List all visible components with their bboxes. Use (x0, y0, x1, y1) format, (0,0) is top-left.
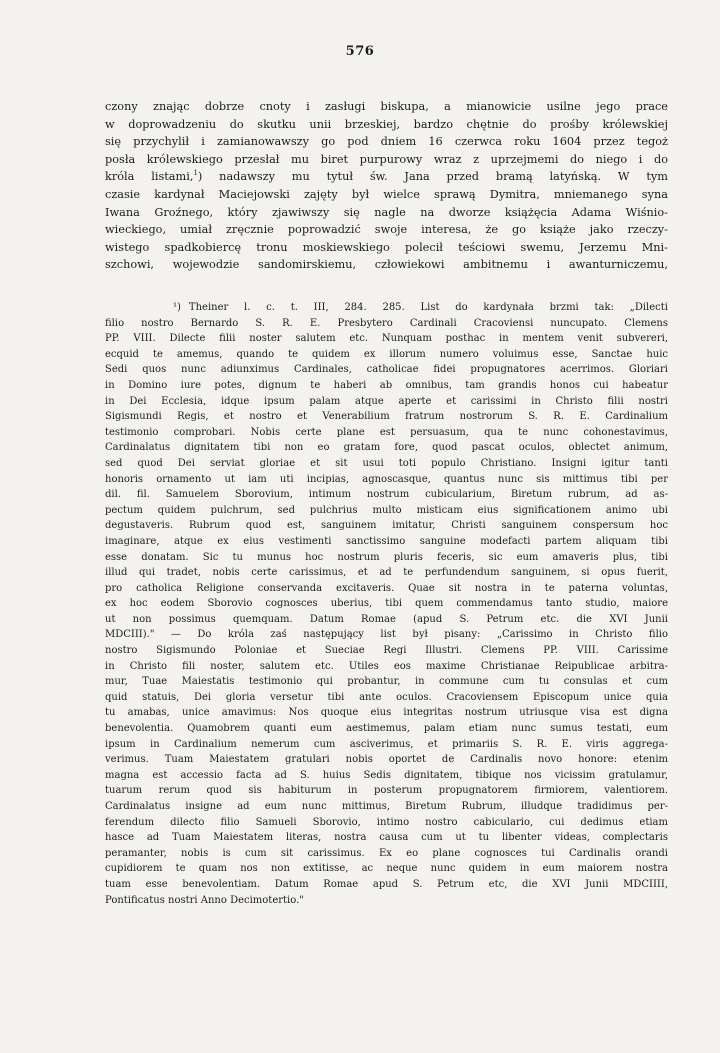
footnote-line: in Dei Ecclesia, idque ipsum palam atque aperte et carissimi in Christo filii nostri (105, 395, 668, 407)
footnote-line: filio nostro Bernardo S. R. E. Presbytero Cardinali Cracoviensi nuncupato. Clemens (105, 317, 668, 329)
page-number: 576 (345, 44, 375, 59)
footnote-line: esse donatam. Sic tu munus hoc nostrum pluris feceris, sic eum amaveris plus, tibi (105, 551, 668, 563)
footnote-line: verimus. Tuam Maiestatem gratulari nobis oportet de Cardinalis novo honore: etenim (105, 754, 668, 766)
footnote-line: peramanter, nobis is cum sit carissimus. Ex eo plane cognosces tui Cardinalis orandi (105, 847, 668, 859)
footnote-line: in Domino iure potes, dignum te haberi ab omnibus, tam grandis honos cui habeatur (105, 379, 668, 391)
footnote-line: imaginare, atque ex eius vestimenti sanctissimo sanguine modefacti partem aliquam tibi (105, 535, 668, 547)
footnote-line: ipsum in Cardinalium nemerum cum asciverimus, et primariis S. R. E. viris aggrega- (105, 738, 668, 750)
footnote-line: illud qui tradet, nobis certe carissimus, et ad te perfundendum sanguinem, si opus fuerit, (105, 567, 668, 579)
footnote-line: sed quod Dei serviat gloriae et sit usui toti populo Christiano. Insigni igitur tanti (105, 457, 668, 469)
body-line-start: króla listami, (105, 170, 194, 184)
body-line: Iwana Groźnego, który zjawiwszy się nagle na dworze książęcia Adama Wiśnio- (105, 205, 668, 219)
body-line: się przychylił i zamianowawszy go pod dniem 16 czerwca roku 1604 przez tegoż (105, 135, 668, 149)
body-line-with-footnote-ref (105, 168, 668, 186)
footnote-line: mur, Tuae Maiestatis testimonio qui probantur, in commune cum tu consulas et cum (105, 676, 668, 688)
body-line: wieckiego, umiał zręcznie poprowadzić swoje interesa, że go książe jako rzeczy- (105, 223, 668, 237)
footnote-line: honoris ornamento ut iam uti incipias, agnoscasque, quantus nunc sis mittimus tibi per (105, 473, 668, 485)
footnote-line: ecquid te amemus, quando te quidem ex illorum numero voluimus esse, Sanctae huic (105, 348, 668, 360)
footnote-line: hasce ad Tuam Maiestatem literas, nostra causa cum ut tu libenter videas, complectaris (105, 832, 668, 844)
footnote-marker: ¹) (173, 302, 181, 313)
footnote-line: in Christo fili noster, salutem etc. Utiles eos maxime Christianae Reipublicae arbitra- (105, 660, 668, 672)
footnote-line: benevolentia. Quamobrem quanti eum aestimemus, palam etiam nunc sumus testati, eum (105, 723, 668, 735)
footnote-line: magna est accessio facta ad S. huius Sedis dignitatem, tibique nos vicissim gratulamur, (105, 769, 668, 781)
footnote-line: testimonio comprobari. Nobis certe plane est persuasum, qua te nunc cohonestavimus, (105, 426, 668, 438)
footnote-line: Sedi quos nunc adiunximus Cardinales, catholicae fidei propugnatores acerrimos. Gloriari (105, 364, 668, 376)
footnote-line: tuarum rerum quod sis habiturum in posterum propugnatorem firmiorem, valentiorem. (105, 785, 668, 797)
main-body-text (105, 98, 668, 274)
footnote-line: ferendum dilecto filio Samueli Sborovio, intimo nostro cabiculario, cui dedimus etiam (105, 816, 668, 828)
footnote-line: ut non possimus quemquam. Datum Romae (apud S. Petrum etc. die XVI Junii (105, 613, 668, 625)
footnote-line: pro catholica Religione conservanda excitaveris. Quae sit nostra in te paterna voluntas, (105, 582, 668, 594)
footnote-line: ex hoc eodem Sborovio cognosces uberius, tibi quem commendamus tanto studio, maiore (105, 598, 668, 610)
footnote-line: Cardinalatus insigne ad eum nunc mittimus, Biretum Rubrum, illudque tradidimus per- (105, 801, 668, 812)
footnote-line: nostro Sigismundo Poloniae et Sueciae Regi Illustri. Clemens PP. VIII. Carissime (105, 645, 668, 657)
body-line: czasie kardynał Maciejowski zajęty był wielce sprawą Dymitra, mniemanego syna (105, 187, 668, 201)
footnote-line (105, 300, 668, 316)
footnote-line: pectum quidem pulchrum, sed pulchrius multo misticam eius significationem animo ubi (105, 504, 668, 516)
footnote-line: Cardinalatus dignitatem tibi non eo gratam fore, quod pascat oculos, oblectet animum, (105, 442, 668, 454)
footnote-reference: 1 (193, 169, 198, 178)
footnote-line: PP. VIII. Dilecte filii noster salutem etc. Nunquam posthac in mentem venit subvereri, (105, 333, 668, 345)
footnote-line: tuam esse benevolentiam. Datum Romae apud S. Petrum etc, die XVI Junii MDCIIII, (105, 878, 668, 890)
footnote-line: quid statuis, Dei gloria versetur tibi ante oculos. Cracoviensem Episcopum unice quia (105, 691, 668, 703)
body-line-end: ) nadawszy mu tytuł św. Jana przed bramą latyńską. W tym (197, 170, 668, 184)
footnote-line: cupidiorem te quam nos non extitisse, ac neque nunc quidem in eum maiorem nostra (105, 863, 668, 875)
footnote-line: tu amabas, unice amavimus: Nos quoque eius integritas nostrum utriusque visa est digna (105, 707, 668, 719)
footnote-line: MDCIII)." — Do króla zaś następujący list był pisany: „Carissimo in Christo filio (105, 629, 668, 641)
footnote-line: Pontificatus nostri Anno Decimotertio." (105, 894, 304, 906)
footnote (105, 300, 668, 908)
footnote-line-text: Theiner l. c. t. III, 284. 285. List do kardynała brzmi tak: „Dilecti (188, 302, 668, 313)
body-line: w doprowadzeniu do skutku unii brzeskiej, bardzo chętnie do prośby królewskiej (105, 117, 668, 131)
footnote-line: Sigismundi Regis, et nostro et Venerabilium fratrum nostrorum S. R. E. Cardinalium (105, 411, 668, 423)
body-line: wistego spadkobiercę tronu moskiewskiego polecił teściowi swemu, Jerzemu Mni- (105, 240, 668, 254)
body-line: szchowi, wojewodzie sandomirskiemu, człowiekowi ambitnemu i awanturniczemu, (105, 258, 668, 272)
footnote-line: dil. fil. Samuelem Sborovium, intimum nostrum cubicularium, Biretum rubrum, ad as- (105, 489, 668, 501)
footnote-line: degustaveris. Rubrum quod est, sanguinem imitatur, Christi sanguinem conspersum hoc (105, 520, 668, 532)
body-line: czony znając dobrze cnoty i zasługi biskupa, a mianowicie usilne jego prace (105, 100, 668, 113)
body-line: posła królewskiego przesłał mu biret purpurowy wraz z uprzejmemi do niego i do (105, 152, 668, 166)
